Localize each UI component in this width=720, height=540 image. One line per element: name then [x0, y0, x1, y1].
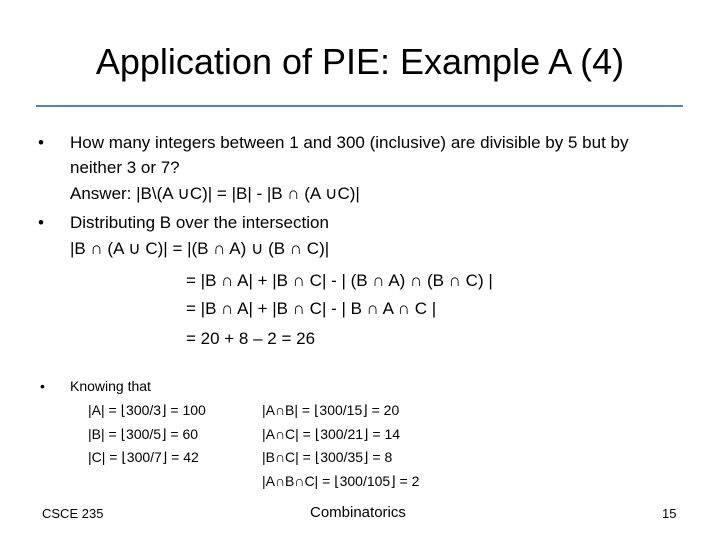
bullet2-line1: Distributing B over the intersection	[70, 213, 329, 232]
cardinality-abc: |A∩B∩C| = ⌊300/105⌋ = 2	[262, 473, 420, 489]
bullet1-line2: neither 3 or 7?	[70, 158, 180, 177]
bullet3-heading: Knowing that	[70, 378, 151, 394]
footer-course: CSCE 235	[42, 506, 104, 521]
cardinality-ac: |A∩C| = ⌊300/21⌋ = 14	[262, 426, 401, 442]
cardinality-ab: |A∩B| = ⌊300/15⌋ = 20	[262, 402, 400, 418]
bullet1-line1: How many integers between 1 and 300 (inclusive) are divisible by 5 but by	[70, 133, 629, 152]
cardinality-b: |B| = ⌊300/5⌋ = 60	[88, 426, 199, 442]
cardinality-c: |C| = ⌊300/7⌋ = 42	[88, 449, 199, 465]
bullet2-equation-2: = |B ∩ A| + |B ∩ C| - | (B ∩ A) ∩ (B ∩ C) |	[186, 271, 493, 290]
bullet2-equation-3: = |B ∩ A| + |B ∩ C| - | B ∩ A ∩ C |	[186, 299, 437, 318]
title-divider	[36, 105, 683, 107]
cardinality-a: |A| = ⌊300/3⌋ = 100	[88, 402, 206, 418]
bullet-marker: •	[40, 378, 45, 394]
bullet1-answer: Answer: |B\(A ∪C)| = |B| - |B ∩ (A ∪C)|	[70, 184, 360, 203]
bullet-marker: •	[38, 213, 44, 232]
page-number: 15	[662, 506, 677, 521]
slide-title: Application of PIE: Example A (4)	[95, 41, 625, 82]
bullet2-equation-4: = 20 + 8 – 2 = 26	[186, 329, 316, 348]
footer-topic: Combinatorics	[310, 504, 406, 521]
bullet2-equation-1: |B ∩ (A ∪ C)| = |(B ∩ A) ∪ (B ∩ C)|	[70, 239, 330, 258]
cardinality-bc: |B∩C| = ⌊300/35⌋ = 8	[262, 449, 393, 465]
bullet-marker: •	[38, 133, 44, 152]
